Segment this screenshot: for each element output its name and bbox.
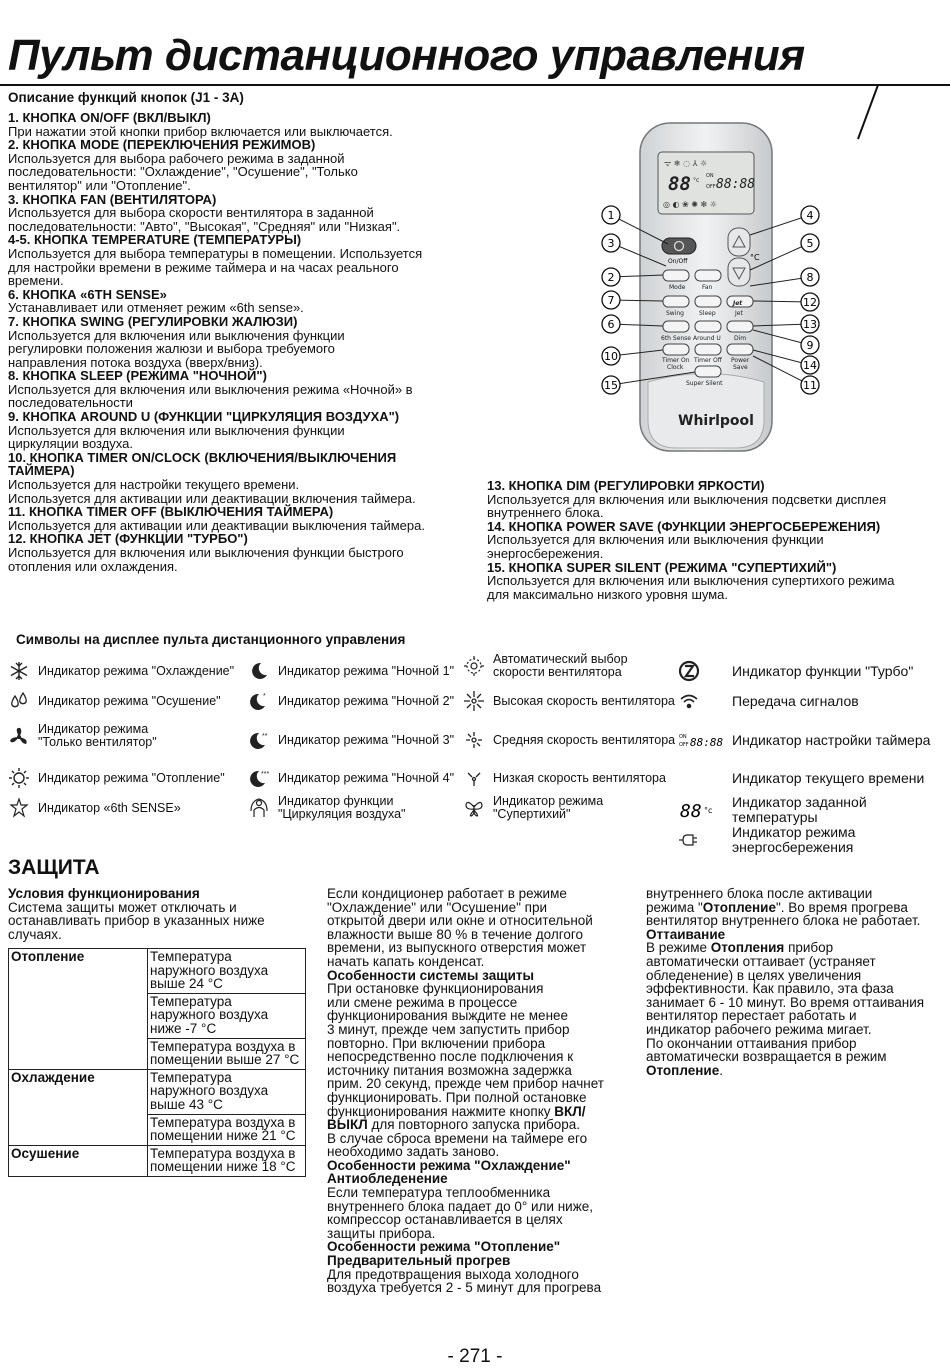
symbol-label: Индикатор режима "Ночной 4"	[278, 770, 455, 785]
paragraph-line: В случае сброса времени на таймере его	[327, 1130, 588, 1146]
butterfly-icon	[463, 797, 485, 819]
svg-text:Jet: Jet	[735, 310, 743, 317]
button-heading: 8. КНОПКА SLEEP (РЕЖИМА "НОЧНОЙ")	[8, 368, 267, 384]
symbol-label: Индикатор режима "Ночной 1"	[278, 663, 455, 678]
button-description-line: Используется для включения или выключения супертихого режима	[487, 573, 895, 589]
button-heading: 9. КНОПКА AROUND U (ФУНКЦИИ "ЦИРКУЛЯЦИЯ ВОЗДУХА")	[8, 409, 400, 425]
button-heading: 7. КНОПКА SWING (РЕГУЛИРОВКИ ЖАЛЮЗИ)	[8, 313, 298, 329]
callout-12	[801, 293, 819, 311]
symbol-droplets	[8, 688, 248, 714]
button-description-line: Используется для включения или выключения режима «Ночной» в	[8, 381, 413, 397]
paragraph-line: источнику питания возможна задержка	[327, 1062, 572, 1078]
deg-c-label: °C	[750, 253, 760, 262]
defrost-heading: Оттаивание	[646, 926, 726, 942]
symbol-timer-display	[678, 727, 950, 753]
subsection-heading: Предварительный прогрев	[327, 1253, 511, 1269]
button-heading: ТАЙМЕРА)	[8, 463, 75, 479]
symbol-label: Индикатор режима "Отопление"	[38, 770, 225, 785]
button-heading: 15. КНОПКА SUPER SILENT (РЕЖИМА "СУПЕРТИХИЙ")	[487, 559, 837, 575]
button-heading: 2. КНОПКА MODE (ПЕРЕКЛЮЧЕНИЯ РЕЖИМОВ)	[8, 137, 316, 153]
button-description-line: Используется для включения или выключения функции	[8, 327, 345, 343]
none	[678, 767, 718, 789]
svg-text:13: 13	[803, 318, 817, 331]
callout-1	[602, 206, 620, 224]
temp-up-button[interactable]	[728, 228, 750, 256]
button-description-line: внутреннего блока.	[487, 505, 604, 521]
svg-text:*: *	[263, 693, 266, 700]
button-description-line: Используется для активации или деактивации выключения таймера.	[8, 517, 425, 533]
symbol-label: Передача сигналов	[732, 692, 859, 709]
page-number: - 271 -	[447, 1346, 503, 1367]
svg-text:14: 14	[803, 359, 817, 372]
svg-text:1: 1	[607, 209, 615, 222]
condition-cell: Температура воздуха в помещении ниже 21 °C	[148, 1114, 306, 1145]
button-description-line: Устанавливает или отменяет режим «6th sense».	[8, 300, 304, 316]
button-description-line: для максимально низкого уровня шума.	[487, 586, 729, 602]
paragraph-line: занимает 6 - 10 минут. Во время оттаивания	[646, 994, 925, 1010]
svg-text:Around U: Around U	[693, 335, 721, 342]
paragraph-line: ВЫКЛ для повторного запуска прибора.	[327, 1117, 581, 1133]
paragraph-line: воздуха требуется 2 - 5 минут для прогрева	[327, 1280, 602, 1296]
moon-3-icon	[248, 729, 270, 751]
table-row	[9, 1145, 306, 1176]
callout-7	[602, 291, 620, 309]
around-u-button[interactable]	[693, 321, 721, 342]
symbol-label: Индикатор «6th SENSE»	[38, 800, 181, 815]
paragraph-line: повторно. При включении прибора	[327, 1035, 546, 1051]
svg-text:8: 8	[806, 271, 814, 284]
symbol-turbo	[678, 658, 950, 684]
paragraph-line: непосредственно после подключения к	[327, 1049, 574, 1065]
fan-icon	[8, 725, 30, 747]
paragraph-line: При остановке функционирования	[327, 981, 544, 997]
mode-cell: Осушение	[9, 1145, 148, 1176]
condition-cell: Температура наружного воздуха выше 24 °C	[148, 949, 306, 994]
snowflake-icon	[8, 660, 30, 682]
paragraph-line: внутреннего блока падает до 0° или ниже,	[327, 1198, 593, 1214]
table-row	[9, 949, 306, 994]
callout-10	[602, 347, 620, 365]
droplets-icon	[8, 690, 30, 712]
paragraph-line: автоматически оттаивает (устраняет	[646, 953, 876, 969]
paragraph-line: Если температура теплообменника	[327, 1185, 551, 1201]
condition-cell: Температура наружного воздуха выше 43 °C	[148, 1069, 306, 1114]
button-heading: 6. КНОПКА «6TH SENSE»	[8, 286, 167, 302]
button-description-line: последовательности	[8, 395, 133, 411]
svg-text:◎ ◐ ❀ ✺ ✻ ☼: ◎ ◐ ❀ ✺ ✻ ☼	[663, 200, 717, 209]
paragraph-line: "Охлаждение" или "Осушение" при	[327, 899, 547, 915]
button-description-line: Используется для выбора скорости вентилятора в заданной	[8, 205, 374, 221]
table-row	[9, 1069, 306, 1114]
protection-right-column: внутреннего блока после активации режима "Отопление". Во время прогрева вентилятор внутреннего блока не работает. Оттаивание В режиме Отопления прибор автоматически оттаивает (устраняет обледенение) в целях увеличения эффективности. Как правило, эта фаза занимает 6 - 10 минут. Во время оттаивания вентилятор перестает работать и индикатор рабочего режима мигает. По окончании оттаивания прибор автоматически возвращается в режим Отопление.	[646, 887, 946, 1077]
power-save-icon	[678, 829, 718, 851]
button-heading: 1. КНОПКА ON/OFF (ВКЛ/ВЫКЛ)	[8, 110, 211, 125]
paragraph-line: вентилятор перестает работать и	[646, 1008, 857, 1024]
symbol-auto-fan	[463, 653, 678, 679]
svg-text:9: 9	[806, 339, 814, 352]
conditions-line: останавливать прибор в указанных ниже	[8, 913, 265, 929]
svg-text:Jet: Jet	[733, 300, 743, 307]
paragraph-line: функционировать. При полной остановке	[327, 1089, 587, 1105]
paragraph-line: обледенение) в целях увеличения	[646, 967, 862, 983]
symbol-sixth-sense	[8, 795, 248, 821]
button-descriptions-left	[8, 111, 478, 573]
svg-text:Mode: Mode	[669, 284, 686, 291]
paragraph-line: функционирования выждите не менее	[327, 1008, 569, 1024]
lcd-time: 88:88	[716, 177, 756, 192]
symbol-signal	[678, 688, 950, 714]
svg-text:**: **	[262, 733, 268, 740]
svg-text:°c: °c	[693, 177, 700, 184]
symbol-label: Индикатор функции "Циркуляция воздуха"	[278, 794, 406, 821]
paragraph-line: необходимо задать заново.	[327, 1144, 500, 1160]
svg-text:On/Off: On/Off	[668, 258, 688, 265]
conditions-table	[8, 948, 306, 1177]
remote-control-illustration	[600, 120, 940, 460]
symbol-moon-1	[248, 658, 463, 684]
section-subtitle: Описание функций кнопок (J1 - 3A)	[8, 90, 244, 105]
symbol-label: Низкая скорость вентилятора	[493, 770, 666, 785]
symbol-butterfly	[463, 795, 678, 821]
svg-text:Save: Save	[733, 364, 748, 371]
callout-8	[801, 268, 819, 286]
subsection-heading: Особенности системы защиты	[327, 967, 535, 983]
high-fan-icon	[463, 690, 485, 712]
svg-text:11: 11	[803, 379, 817, 392]
button-description-line: циркуляции воздуха.	[8, 436, 133, 452]
svg-text:12: 12	[803, 296, 817, 309]
svg-text:Dim: Dim	[734, 335, 747, 342]
button-description-line: При нажатии этой кнопки прибор включается или выключается.	[8, 123, 393, 139]
callout-15	[602, 376, 620, 394]
remote-brand-logo: Whirlpool	[678, 413, 754, 429]
callout-5	[801, 234, 819, 252]
protection-middle-column	[327, 887, 632, 1295]
svg-text:6: 6	[607, 318, 615, 331]
conditions-line: случаях.	[8, 926, 62, 942]
subsection-heading: Особенности режима "Охлаждение"	[327, 1157, 571, 1173]
symbol-label: Индикатор функции "Турбо"	[732, 662, 914, 679]
button-description-line: для настройки времени в режиме таймера и на часах реального	[8, 259, 399, 275]
callout-11	[801, 376, 819, 394]
svg-text:°c: °c	[704, 805, 713, 815]
button-heading: 12. КНОПКА JET (ФУНКЦИИ "ТУРБО")	[8, 531, 248, 547]
mode-cell: Охлаждение	[9, 1069, 148, 1145]
paragraph-line: автоматически возвращается в режим	[646, 1049, 887, 1065]
svg-text:4: 4	[806, 209, 814, 222]
svg-text:Timer On: Timer On	[662, 357, 690, 364]
subsection-heading: Антиобледенение	[327, 1171, 448, 1187]
svg-text:ON: ON	[706, 173, 714, 179]
callout-6	[602, 315, 620, 333]
button-description-line: времени.	[8, 273, 64, 289]
svg-text:ON: ON	[679, 734, 687, 740]
svg-text:Super Silent: Super Silent	[686, 380, 723, 387]
symbol-moon-3	[248, 727, 463, 753]
svg-text:6th Sense: 6th Sense	[661, 335, 691, 342]
conditions-line: Система защиты может отключать и	[8, 899, 237, 915]
symbol-label: Индикатор текущего времени	[732, 769, 925, 786]
paragraph-line: или смене режима в процессе	[327, 994, 518, 1010]
symbol-label: Автоматический выбор скорости вентилятора	[493, 652, 628, 679]
button-descriptions-right	[487, 479, 947, 601]
button-description-line: Используется для активации или деактивации включения таймера.	[8, 490, 416, 506]
callout-4	[801, 206, 819, 224]
symbol-temp-display	[678, 795, 950, 824]
symbol-label: Высокая скорость вентилятора	[493, 693, 675, 708]
sixth-sense-button[interactable]	[661, 321, 691, 342]
timer-display-icon	[678, 729, 724, 751]
button-description-line: Используется для включения или выключения функции	[487, 532, 824, 548]
page-title: Пульт дистанционного управления	[8, 31, 805, 80]
moon-1-icon	[248, 660, 270, 682]
subsection-heading: Особенности режима "Отопление"	[327, 1239, 561, 1255]
conditions-heading: Условия функционирования	[8, 886, 200, 901]
timer-off-button[interactable]	[693, 344, 723, 364]
button-description-line: направления потока воздуха (вверх/вниз).	[8, 354, 263, 370]
svg-text:Timer Off: Timer Off	[694, 357, 722, 364]
svg-text:3: 3	[607, 237, 615, 250]
temp-down-button[interactable]	[728, 258, 750, 286]
callout-3	[602, 234, 620, 252]
symbol-label: Индикатор заданной температуры	[732, 794, 867, 825]
button-heading: 14. КНОПКА POWER SAVE (ФУНКЦИИ ЭНЕРГОСБЕРЕЖЕНИЯ)	[487, 518, 881, 534]
paragraph-line: Если кондиционер работает в режиме	[327, 886, 567, 901]
sun-icon	[8, 767, 30, 789]
button-description-line: Используется для включения или выключения подсветки дисплея	[487, 491, 887, 507]
medium-fan-icon	[463, 729, 485, 751]
symbol-medium-fan	[463, 727, 678, 753]
callout-9	[801, 336, 819, 354]
symbol-label: Индикатор режима "Ночной 2"	[278, 693, 455, 708]
callout-2	[602, 268, 620, 286]
auto-fan-icon	[463, 655, 485, 677]
button-heading: 3. КНОПКА FAN (ВЕНТИЛЯТОРА)	[8, 191, 217, 207]
paragraph-line: индикатор рабочего режима мигает.	[646, 1021, 872, 1037]
symbol-sun	[8, 765, 248, 791]
symbol-label: Средняя скорость вентилятора	[493, 732, 676, 747]
signal-icon	[678, 690, 718, 712]
paragraph-line: прим. 20 секунд, прежде чем прибор начнет	[327, 1076, 604, 1092]
condition-cell: Температура наружного воздуха ниже -7 °C	[148, 993, 306, 1038]
paragraph-line: 3 минут, прежде чем запустить прибор	[327, 1021, 570, 1037]
paragraph-line: защиты прибора.	[327, 1225, 436, 1241]
symbol-power-save	[678, 825, 950, 854]
svg-text:15: 15	[604, 379, 618, 392]
button-description-line: Используется для включения или выключения функции	[8, 422, 345, 438]
conditions-intro	[8, 887, 308, 941]
button-description-line: Используется для включения или выключения функции быстрого	[8, 545, 404, 560]
symbol-label: Индикатор настройки таймера	[732, 731, 931, 748]
button-heading: 4-5. КНОПКА TEMPERATURE (ТЕМПЕРАТУРЫ)	[8, 232, 302, 248]
symbols-title: Символы на дисплее пульта дистанционного управления	[16, 632, 406, 647]
button-description-line: Используется для выбора температуры в помещении. Используется	[8, 245, 423, 261]
turbo-icon	[678, 660, 718, 682]
button-description-line: вентилятор" или "Отопление".	[8, 177, 191, 193]
button-description-line: Используется для выбора рабочего режима в заданной	[8, 150, 345, 166]
paragraph-line: функционирования нажмите кнопку ВКЛ/	[327, 1103, 586, 1119]
button-description-line: энергосбережения.	[487, 545, 604, 561]
button-heading: 11. КНОПКА TIMER OFF (ВЫКЛЮЧЕНИЯ ТАЙМЕРА)	[8, 504, 334, 520]
paragraph-line: Для предотвращения выхода холодного	[327, 1266, 579, 1282]
symbol-label: Индикатор режима "Ночной 3"	[278, 732, 455, 747]
symbol-label: Индикатор режима "Охлаждение"	[38, 663, 235, 678]
paragraph-line: начать капать конденсат.	[327, 953, 485, 969]
symbol-label: Индикатор режима "Осушение"	[38, 693, 221, 708]
temp-display-icon	[678, 799, 718, 821]
svg-text:ᯤ ❄ ◌ ⅄ ☼: ᯤ ❄ ◌ ⅄ ☼	[664, 159, 708, 168]
symbol-high-fan	[463, 688, 678, 714]
moon-4-icon	[248, 767, 270, 789]
symbol-snowflake	[8, 658, 248, 684]
paragraph-line: открытой двери или окне и относительной	[327, 913, 593, 929]
symbol-label: Индикатор режима "Супертихий"	[493, 794, 604, 821]
svg-text:Swing: Swing	[666, 310, 684, 317]
button-heading: 10. КНОПКА TIMER ON/CLOCK (ВКЛЮЧЕНИЯ/ВЫКЛЮЧЕНИЯ	[8, 449, 397, 465]
button-description-line: последовательности: "Охлаждение", "Осушение", "Только	[8, 164, 358, 180]
person-circulation-icon	[248, 797, 270, 819]
paragraph-line: По окончании оттаивания прибор	[646, 1035, 857, 1051]
button-heading: 13. КНОПКА DIM (РЕГУЛИРОВКИ ЯРКОСТИ)	[487, 478, 765, 493]
condition-cell: Температура воздуха в помещении ниже 18 °C	[148, 1145, 306, 1176]
svg-text:Fan: Fan	[702, 284, 713, 291]
svg-text:OFF: OFF	[706, 184, 716, 190]
button-description-line: отопления или охлаждения.	[8, 558, 178, 574]
svg-text:88: 88	[680, 800, 702, 822]
svg-text:Clock: Clock	[667, 364, 684, 371]
symbol-fan	[8, 723, 248, 749]
svg-text:Power: Power	[731, 357, 750, 364]
svg-text:***: ***	[261, 771, 270, 778]
button-description-line: последовательности: "Авто", "Высокая", "Средняя" или "Низкая".	[8, 218, 401, 234]
condition-cell: Температура воздуха в помещении выше 27 °C	[148, 1038, 306, 1069]
paragraph-line: времени, из выпускного отверстия может	[327, 940, 587, 956]
sixth-sense-icon	[8, 797, 30, 819]
svg-text:7: 7	[607, 294, 615, 307]
symbol-moon-2	[248, 688, 463, 714]
symbol-person-circulation	[248, 795, 463, 821]
button-description-line: Используется для настройки текущего времени.	[8, 477, 300, 493]
callout-14	[801, 356, 819, 374]
mode-cell: Отопление	[9, 949, 148, 1070]
symbol-none	[678, 765, 950, 791]
svg-text:Sleep: Sleep	[699, 310, 716, 317]
protection-title: ЗАЩИТА	[8, 856, 100, 879]
symbol-low-fan	[463, 765, 678, 791]
svg-text:88:88: 88:88	[690, 736, 724, 749]
symbol-moon-4	[248, 765, 463, 791]
lcd-temp: 88	[668, 173, 691, 195]
symbol-label: Индикатор режима "Только вентилятор"	[38, 722, 157, 749]
paragraph-line: компрессор останавливается в целях	[327, 1212, 563, 1228]
svg-text:OFF: OFF	[679, 742, 689, 748]
moon-2-icon	[248, 690, 270, 712]
svg-text:5: 5	[806, 237, 814, 250]
button-description-line: регулировки положения жалюзи и выбора требуемого	[8, 341, 335, 357]
symbol-label: Индикатор режима энергосбережения	[732, 824, 856, 855]
paragraph-line: влажности выше 80 % в течение долгого	[327, 926, 583, 942]
low-fan-icon	[463, 767, 485, 789]
callout-13	[801, 315, 819, 333]
svg-text:2: 2	[607, 271, 615, 284]
paragraph-line: эффективности. Как правило, эта фаза	[646, 981, 894, 997]
svg-text:10: 10	[604, 350, 618, 363]
